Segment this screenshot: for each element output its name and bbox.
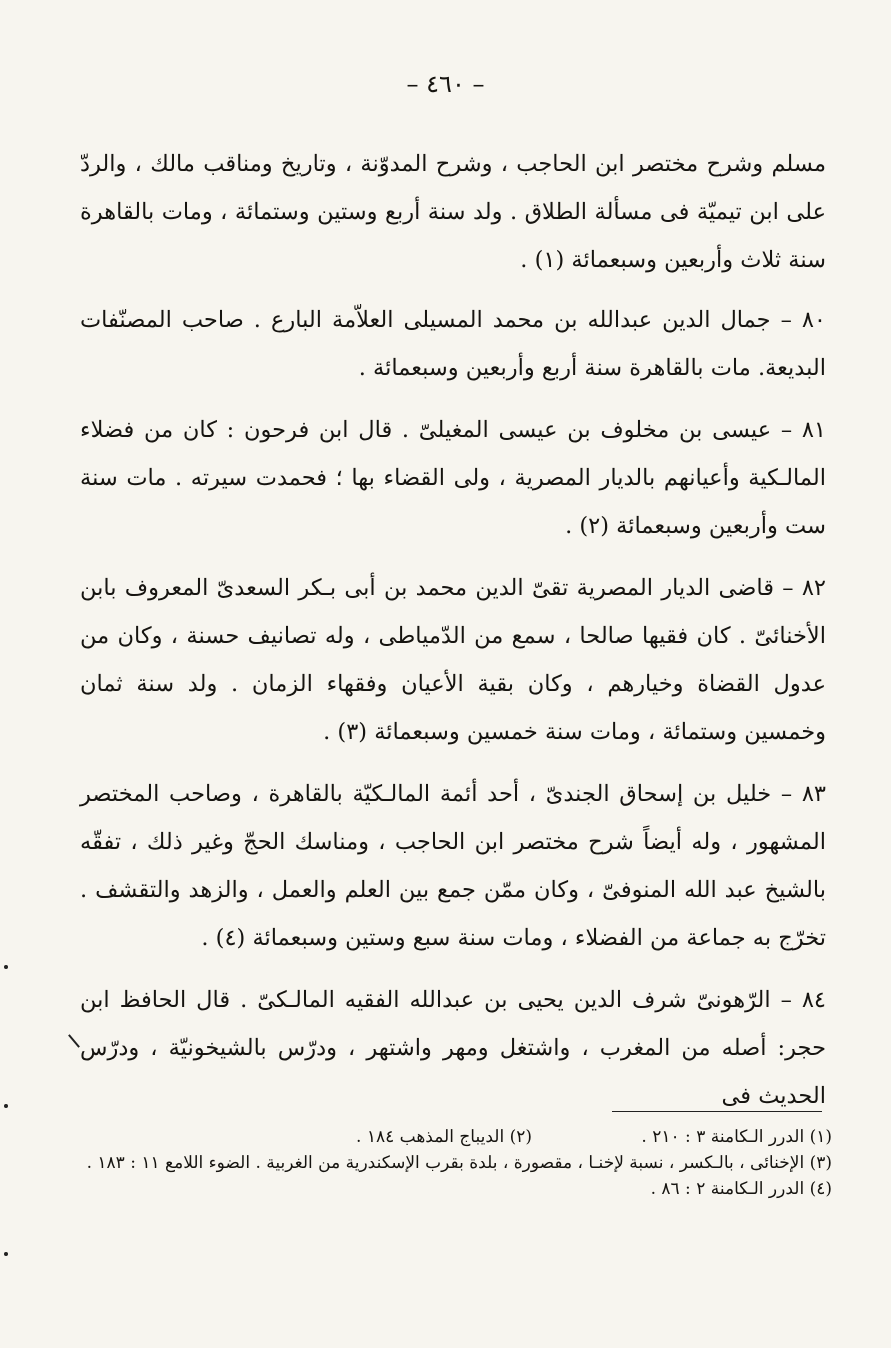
footnote-4: (٤) الدرر الـكامنة ٢ : ٨٦ . <box>650 1179 832 1199</box>
paragraph-continuation: مسلم وشرح مختصر ابن الحاجب ، وشرح المدوّنة ، وتاريخ ومناقب مالك ، والردّ على ابن تيميّة فى مسألة الطلاق . ولد سنة أربع وستين وستمائة ، ومات بالقاهرة سنة ثلاث وأربعين وسبعمائة (١) . <box>80 151 826 273</box>
entry-80: ٨٠ – جمال الدين عبدالله بن محمد المسيلى العلاّمة البارع . صاحب المصنّفات البديعة. مات بالقاهرة سنة أربع وأربعين وسبعمائة . <box>80 307 826 381</box>
entry-83: ٨٣ – خليل بن إسحاق الجندىّ ، أحد أئمة المالـكيّة بالقاهرة ، وصاحب المختصر المشهور ، وله أيضاً شرح مختصر ابن الحاجب ، ومناسك الحجّ وغير ذلك ، تفقّه بالشيخ عبد الله المنوفىّ ، وكان ممّن جمع بين العلم والعمل ، والزهد والتقشف . تخرّج به جماعة من الفضلاء ، ومات سنة سبع وستين وسبعمائة (٤) . <box>80 781 826 951</box>
entry-81: ٨١ – عيسى بن مخلوف بن عيسى المغيلىّ . قال ابن فرحون : كان من فضلاء المالـكية وأعيانهم بالديار المصرية ، ولى القضاء بها ؛ فحمدت سيرته . مات سنة ست وأربعين وسبعمائة (٢) . <box>80 417 826 539</box>
footnote-row <box>72 1124 832 1150</box>
page-number: – ٤٦٠ – <box>406 70 485 98</box>
margin-speck <box>4 1252 8 1256</box>
margin-speck <box>4 965 8 969</box>
footnotes <box>72 1124 832 1202</box>
entry-84: ٨٤ – الرّهونىّ شرف الدين يحيى بن عبدالله الفقيه المالـكىّ . قال الحافظ ابن حجر: أصله من المغرب ، واشتغل ومهر واشتهر ، ودرّس بالشيخونيّة ، ودرّس الحديث فى <box>80 987 826 1109</box>
margin-pen-mark <box>68 1034 80 1048</box>
footnote-1: (١) الدرر الـكامنة ٣ : ٢١٠ . <box>641 1127 832 1147</box>
margin-speck <box>4 1104 8 1108</box>
entry-82: ٨٢ – قاضى الديار المصرية تقىّ الدين محمد بن أبى بـكر السعدىّ المعروف بابن الأخنائىّ . كان فقيها صالحا ، سمع من الدّمياطى ، وله تصانيف حسنة ، وكان من عدول القضاة وخيارهم ، وكان بقية الأعيان وفقهاء الزمان . ولد سنة ثمان وخمسين وستمائة ، ومات سنة خمسين وسبعمائة (٣) . <box>80 575 826 745</box>
footnote-2: (٢) الديباج المذهب ١٨٤ . <box>356 1127 532 1147</box>
footnote-separator <box>612 1111 822 1112</box>
main-text <box>80 140 826 1120</box>
footnote-3: (٣) الإخنائى ، بالـكسر ، نسبة لإخنـا ، مقصورة ، بلدة بقرب الإسكندرية من الغربية . الضوء اللامع ١١ : ١٨٣ . <box>86 1153 832 1173</box>
